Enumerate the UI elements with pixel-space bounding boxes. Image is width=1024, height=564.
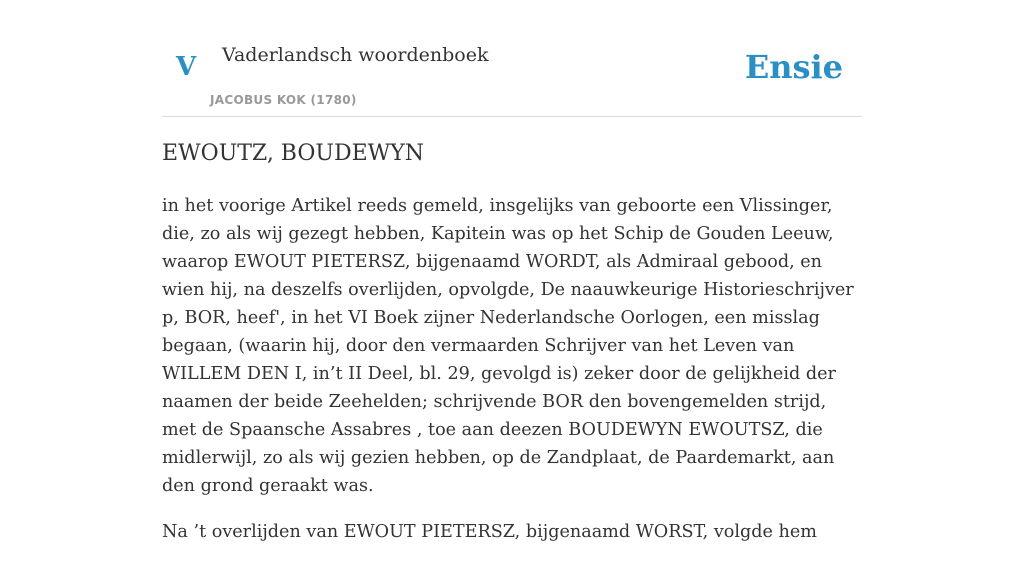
entry-paragraph: Na ’t overlijden van EWOUT PIETERSZ, bijgenaamd WORST, volgde hem [162,522,817,542]
book-title[interactable]: Vaderlandsch woordenboek [222,44,489,66]
entry-paragraph: in het voorige Artikel reeds gemeld, insgelijks van geboorte een Vlissinger, die, zo als wij gezegt hebben, Kapitein was op het Schip de Gouden Leeuw, waarop EWOUT PIETERSZ, bijgenaamd WORDT, als Admiraal gebood, en wien hij, na deszelfs overlijden, opvolgde, De naauwkeurige Historieschrijver p, BOR, heef', in het VI Boek zijner Nederlandsche Oorlogen, een misslag begaan, (waarin hij, door den vermaarden Schrijver van het Leven van WILLEM DEN I, in’t II Deel, bl. 29, gevolgd is) zeker door de gelijkheid der naamen der beide Zeehelden; schrijvende BOR den bovengemelden strijd, met de Spaansche Assabres , toe aan deezen BOUDEWYN EWOUTSZ, die midlerwijl, zo als wij gezien hebben, op de Zandplaat, de Paardemarkt, aan den grond geraakt was. [162,196,854,496]
entry-title: EWOUTZ, BOUDEWYN [162,141,425,166]
letter-badge[interactable]: V [176,52,197,82]
book-author: JACOBUS KOK (1780) [210,93,357,107]
header [162,0,862,117]
entry-body [162,192,862,564]
brand-logo[interactable]: Ensie [744,48,843,86]
